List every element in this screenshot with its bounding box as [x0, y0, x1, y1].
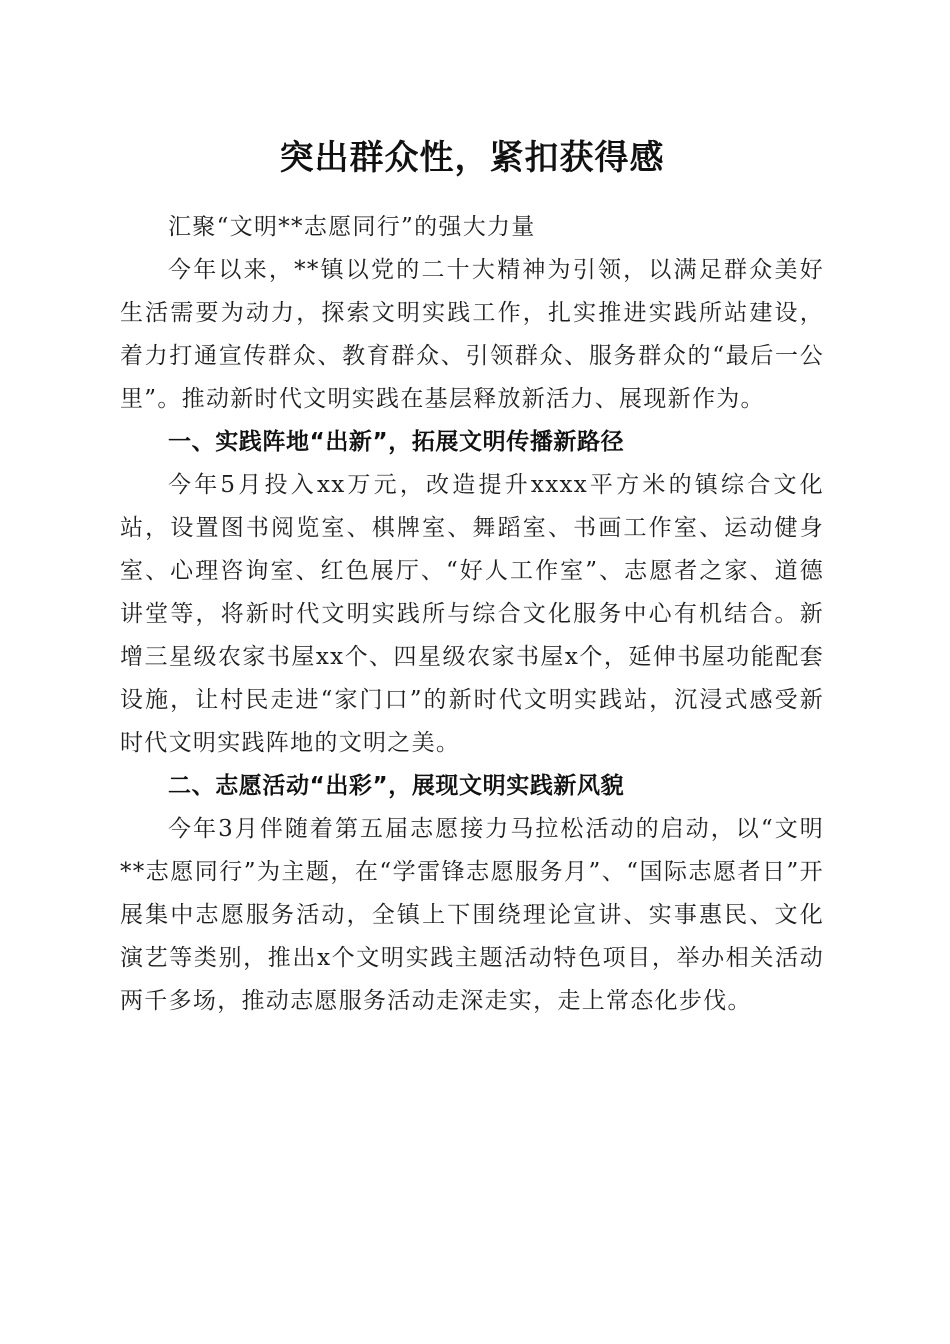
document-subtitle: 汇聚“文明**志愿同行”的强大力量 — [168, 214, 536, 240]
section-heading-1: 一、实践阵地“出新”，拓展文明传播新路径 — [168, 429, 625, 455]
intro-paragraph: 今年以来，**镇以党的二十大精神为引领，以满足群众美好生活需要为动力，探索文明实践工作，扎实推进实践所站建设，着力打通宣传群众、教育群众、引领群众、服务群众的“最后一公里”。推动新时代文明实践在基层释放新活力、展现新作为。 — [120, 257, 824, 412]
section-body-1: 今年5月投入xx万元，改造提升xxxx平方米的镇综合文化站，设置图书阅览室、棋牌室、舞蹈室、书画工作室、运动健身室、心理咨询室、红色展厅、“好人工作室”、志愿者之家、道德讲堂等，将新时代文明实践所与综合文化服务中心有机结合。新增三星级农家书屋xx个、四星级农家书屋x个，延伸书屋功能配套设施，让村民走进“家门口”的新时代文明实践站，沉浸式感受新时代文明实践阵地的文明之美。 — [120, 472, 824, 756]
section-body-2: 今年3月伴随着第五届志愿接力马拉松活动的启动，以“文明**志愿同行”为主题，在“学雷锋志愿服务月”、“国际志愿者日”开展集中志愿服务活动，全镇上下围绕理论宣讲、实事惠民、文化演艺等类别，推出x个文明实践主题活动特色项目，举办相关活动两千多场，推动志愿服务活动走深走实，走上常态化步伐。 — [120, 816, 824, 1014]
document-body — [120, 128, 824, 1023]
section-heading-2: 二、志愿活动“出彩”，展现文明实践新风貌 — [168, 773, 625, 799]
document-title: 突出群众性，紧扣获得感 — [279, 138, 665, 178]
